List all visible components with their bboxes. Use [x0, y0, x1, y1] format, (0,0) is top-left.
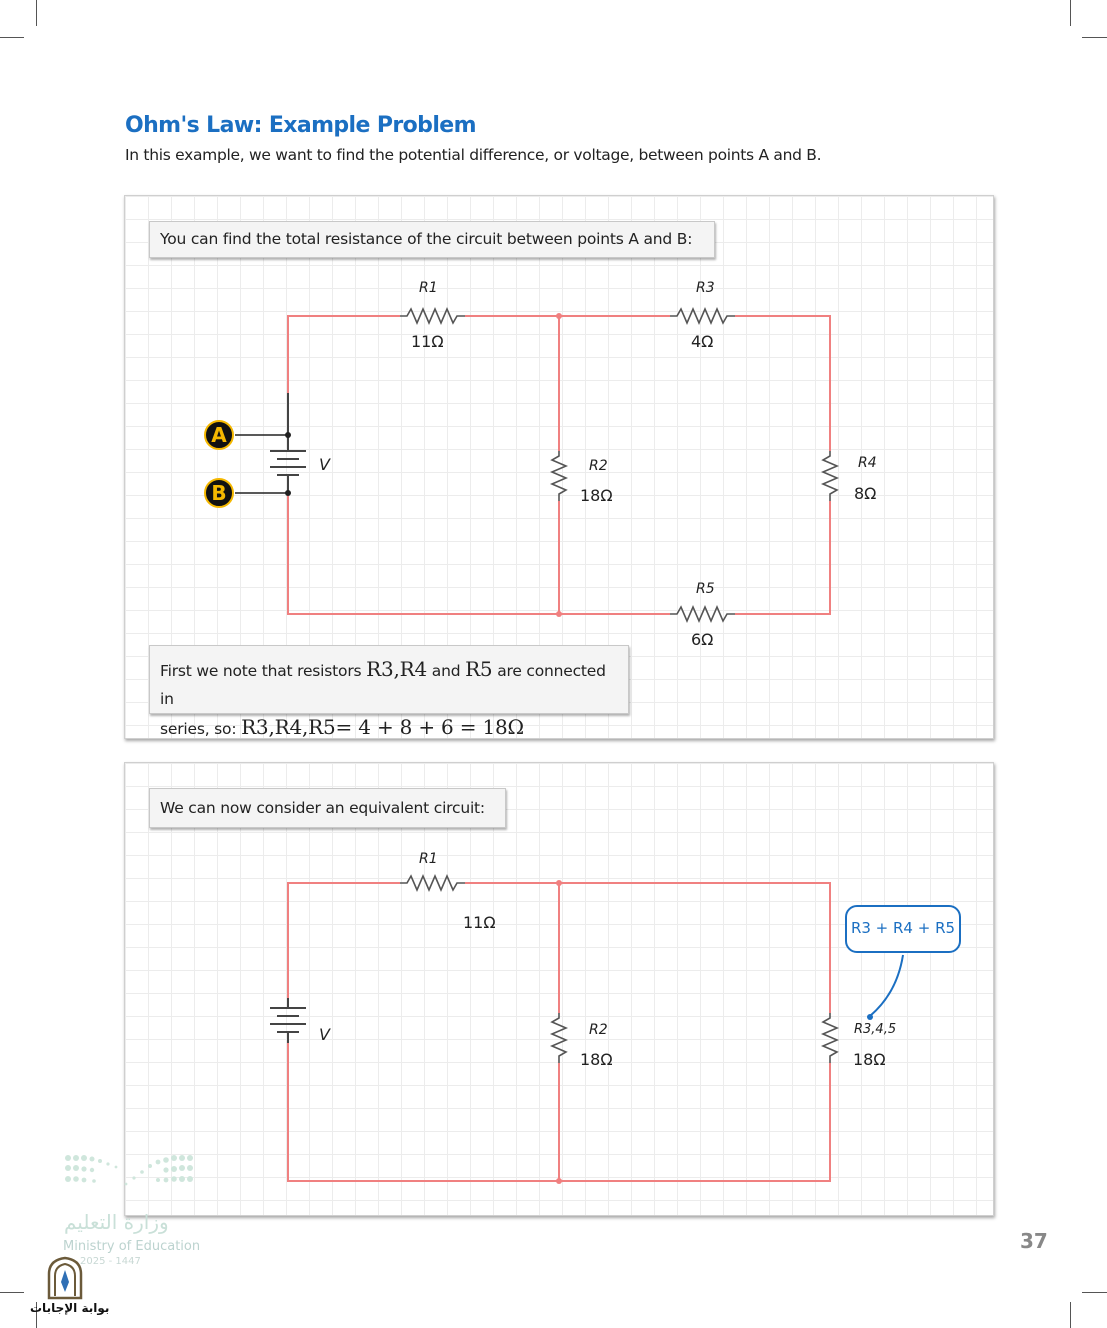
r2-value: 18Ω: [580, 1050, 613, 1069]
note-line-2: series, so: R3,R4,R5= 4 + 8 + 6 = 18Ω: [160, 715, 524, 739]
note-total-resistance: [149, 221, 715, 258]
resistor-r5-symbol: [670, 607, 735, 621]
r4-value: 8Ω: [854, 484, 877, 503]
page-number: 37: [1020, 1229, 1048, 1253]
portal-logo-icon: [45, 1256, 85, 1300]
resistor-r1-symbol: [400, 876, 465, 890]
r5-label: R5: [696, 581, 715, 597]
r2-label: R2: [589, 458, 608, 474]
resistor-r3-symbol: [670, 309, 735, 323]
r3-value: 4Ω: [691, 332, 714, 351]
crop-mark: [0, 1292, 24, 1293]
crop-mark: [1082, 37, 1107, 38]
r1-label: R1: [419, 851, 438, 867]
circuit-2-diagram: [125, 763, 993, 1215]
r345-label: R3,4,5: [854, 1022, 897, 1037]
wire: [288, 316, 400, 393]
note-series-resistors: [149, 645, 629, 739]
r2-value: 18Ω: [580, 486, 613, 505]
wire: [288, 883, 400, 998]
junction-dot: [556, 1178, 562, 1184]
note-line-1: First we note that resistors R3,R4 and R5 are connected in: [160, 657, 606, 708]
crop-mark: [1082, 1292, 1107, 1293]
note-text: You can find the total resistance of the circuit between points A and B:: [160, 230, 693, 248]
crop-mark: [36, 0, 37, 26]
ministry-logo-dots: [62, 1152, 202, 1192]
circuit-panel-1: [124, 195, 994, 739]
r2-label: R2: [589, 1022, 608, 1038]
node-a-badge: A: [204, 420, 234, 450]
bubble-pointer: [870, 955, 903, 1016]
intro-text: In this example, we want to find the potential difference, or voltage, between points A and B.: [125, 146, 822, 164]
note-equivalent-circuit: [149, 788, 506, 828]
circuit-panel-2: [124, 762, 994, 1216]
wire: [735, 501, 830, 614]
resistor-r4-symbol: [823, 451, 837, 501]
ministry-name-arabic: وزارة التعليم: [64, 1210, 169, 1234]
r1-value: 11Ω: [463, 913, 496, 932]
crop-mark: [0, 37, 24, 38]
crop-mark: [1070, 0, 1071, 26]
ministry-name-english: Ministry of Education: [63, 1239, 201, 1254]
page-title: Ohm's Law: Example Problem: [125, 113, 476, 138]
r3-label: R3: [696, 280, 715, 296]
wire: [465, 883, 830, 1013]
battery-label: V: [319, 1025, 330, 1044]
r1-label: R1: [419, 280, 438, 296]
portal-name: بوابة الإجابات: [30, 1301, 110, 1315]
battery-symbol: [270, 393, 306, 491]
r345-value: 18Ω: [853, 1050, 886, 1069]
wire: [735, 316, 830, 451]
battery-symbol: [270, 998, 306, 1043]
r1-value: 11Ω: [411, 332, 444, 351]
sum-bubble: R3 + R4 + R5: [845, 905, 961, 953]
resistor-r1-symbol: [400, 309, 465, 323]
bubble-pointer-dot: [867, 1014, 873, 1020]
r5-value: 6Ω: [691, 630, 714, 649]
junction-dot: [556, 611, 562, 617]
note-text: We can now consider an equivalent circuit:: [160, 799, 485, 817]
resistor-r345-symbol: [823, 1013, 837, 1063]
node-b-badge: B: [204, 478, 234, 508]
terminal-b-dot: [285, 490, 291, 496]
resistor-r2-symbol: [552, 451, 566, 501]
crop-mark: [1070, 1302, 1071, 1328]
ministry-year: 2025 - 1447: [80, 1256, 141, 1267]
resistor-r2-symbol: [552, 1013, 566, 1063]
wire: [288, 491, 670, 614]
terminal-a-dot: [285, 432, 291, 438]
r4-label: R4: [858, 455, 877, 471]
junction-dot: [556, 880, 562, 886]
battery-label: V: [319, 455, 330, 474]
junction-dot: [556, 313, 562, 319]
